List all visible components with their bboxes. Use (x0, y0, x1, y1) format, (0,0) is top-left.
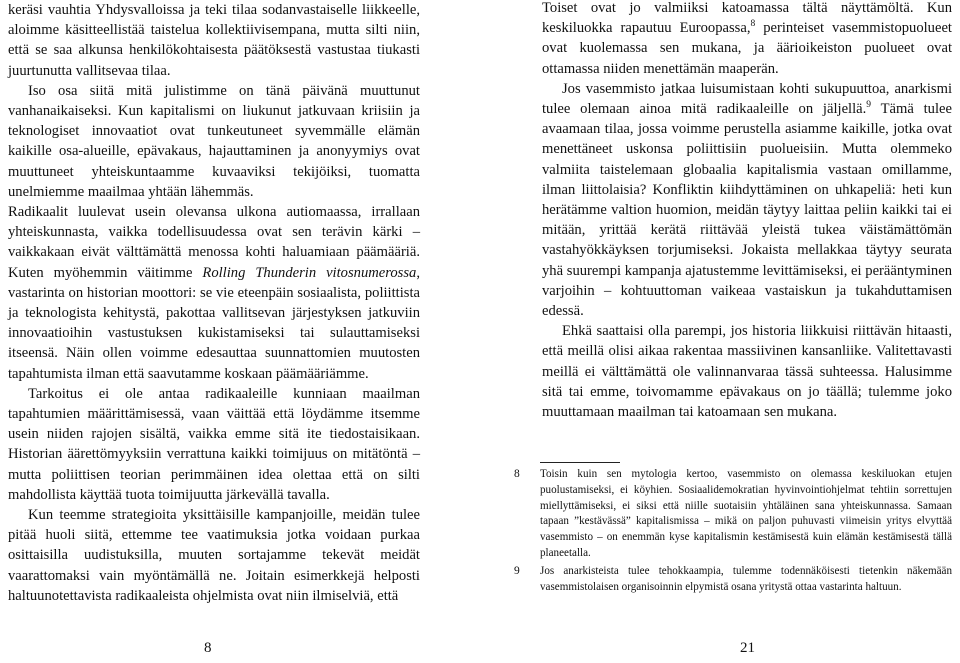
right-page-text (542, 0, 952, 422)
footnote (514, 467, 952, 562)
footnote-number: 9 (514, 564, 520, 577)
paragraph-text: Radikaalit luulevat usein olevansa ulkona autiomaassa, irrallaan yhteiskunnasta, vaikka todellisuudessa ovat sen terävin kärki – vaikkakaan eivät välttämättä menossa kohti haluamiaan päämääriä. Kuten myöhemmin väitimme (8, 204, 420, 281)
footnote-divider (540, 462, 620, 463)
paragraph-text: perinteiset vasemmistopuolueet ovat kuolemassa sen mukana, ja äärioikeiston puolueet ovat ottamassa niiden menettämän maaperän. (542, 20, 952, 77)
paragraph (8, 202, 420, 384)
paragraph-text: Tämä tulee avaamaan tilaa, jossa voimme perustella asiamme kaikille, jotka ovat menettäneet uskonsa poliittisiin puolueisiin. Mutta olemmeko valmiita taistelemaan globaalia kapitalismia vastaan omillamme, ilman liittolaisia? Konfliktin kiihdyttäminen on uhkapeliä: heti kun herätämme valtion huomion, meidän täytyy laittaa peliin kaikki tai ei mitään, yrittää kerätä riittävää yleistä tukea väistämättömän vastahyökkäyksen torjumiseksi. Jokaista mellakkaa täytyy seurata yhä suurempi kampanja ajatustemme levittämiseksi, ei perääntyminen varjoihin – kohtuuttoman vaikeaa vastaiskun ja tukahduttamisen edessä. (542, 101, 952, 320)
paragraph: keräsi vauhtia Yhdysvalloissa ja teki tilaa sodanvastaiselle liikkeelle, aloimme käsitteellistää taistelua kollektiivisempana, mutta silti niin, että se saa alkunsa henkilökohtaisesta päätöksestä vastustaa tiukasti juurtunutta vallitsevaa tilaa. (8, 2, 420, 79)
footnote-reference: 8 (750, 19, 756, 30)
left-page-text (8, 0, 420, 606)
footnote-reference: 9 (866, 100, 872, 111)
paragraph: Tarkoitus ei ole antaa radikaaleille kunniaan maailman tapahtumien määrittämisessä, vaan väittää että löydämme itsemme usein niiden rajojen sisältä, vaikka emme sitä ite tiedostaisikaan. Historian äärettömyyksiin verrattuna kaikki toimijuus on mitätöntä – mutta poliittisen teorian perimmäinen idea olettaa että on silti mahdollista käyttää tuota toimijuutta järkevällä tavalla. (8, 385, 420, 503)
paragraph-text: Toiset ovat jo valmiiksi katoamassa tältä näyttämöltä. Kun keskiluokka rapautuu Euroopassa, (542, 0, 952, 37)
paragraph (542, 79, 952, 321)
footnote (514, 564, 952, 596)
right-page-number: 21 (740, 640, 755, 656)
paragraph-text: , vastarinta on historian moottori: se vie eteenpäin sosiaalista, poliittista ja teknologista kehitystä, pakottaa vallitsevan järjestyksen jatkuviin innovaatioihin vastustuksen kukistamiseksi tai sulauttamiseksi itseensä. Näin ollen voimme edesauttaa suunnattomien muutosten tapahtumista ilman että saavutamme koskaan päämääriämme. (8, 264, 420, 382)
paragraph-text: Jos vasemmisto jatkaa luisumistaan kohti sukupuuttoa, anarkismi tulee olemaan ainoa mitä radikaaleille on jäljellä. (542, 80, 952, 118)
footnote-text: Toisin kuin sen mytologia kertoo, vasemmisto on olemassa keskiluokan etujen puolustamiseksi, ei köyhien. Sosiaalidemokratian hyvinvointiohjelmat tehtiin sorrettujen miellyttämiseksi, ei siksi että niille suotaisiin yhtäläinen sana yhteiskunnassa. Samaan tapaan ”kestävässä” kapitalismissa – mikä on paljon puhuvasti viimeisin yritys elvyttää vasemmisto – on enemmän kyse kapitalismin kestämisestä kuin elämän kestämisestä tällä planeetalla. (540, 468, 952, 559)
paragraph: Kun teemme strategioita yksittäisille kampanjoille, meidän tulee pitää huoli siitä, ettemme tee vaatimuksia jotka voidaan purkaa osittaisilla uudistuksilla, muuten sortajamme tekevät meidät vaarattomaksi vain myöntämällä ne. Joitain esimerkkejä helposti haltuunotettavista radikaaleista ohjelmista ovat niin ilmiselviä, että (8, 507, 420, 604)
paragraph: Iso osa siitä mitä julistimme on tänä päivänä muuttunut vanhanaikaiseksi. Kun kapitalismi on liukunut jatkuvaan kriisiin ja teknologiset innovaatiot ovat tunkeutuneet syvemmälle elämän kaikille osa-alueille, epävakaus, hajauttaminen ja anonyymiys ovat muuttuneet yhteiskuntaamme kuvaaviksi tekijöiksi, tuomatta unelmiemme maailmaa yhtään lähemmäs. (8, 82, 420, 200)
paragraph: Ehkä saattaisi olla parempi, jos historia liikkuisi riittävän hitaasti, että meillä olisi aikaa rakentaa massiivinen kansanliike. Valitettavasti meillä ei välttämättä ole valinnanvaraa tässä suhteessa. Halusimme sitä tai emme, toivomamme epävakaus on jo täällä; tulemme joko muuttamaan maailman tai katoamaan sen mukana. (542, 323, 952, 421)
paragraph (542, 0, 952, 79)
publication-title: Rolling Thunderin vitosnumerossa (202, 264, 417, 281)
footnotes (514, 462, 952, 597)
left-page-number: 8 (204, 640, 212, 656)
footnote-text: Jos anarkisteista tulee tehokkaampia, tulemme todennäköisesti tietenkin näkemään vasemmistolaisen organisoinnin elpymistä osana yritystä ottaa vastarinta haltuun. (540, 564, 952, 593)
footnote-number: 8 (514, 468, 520, 480)
